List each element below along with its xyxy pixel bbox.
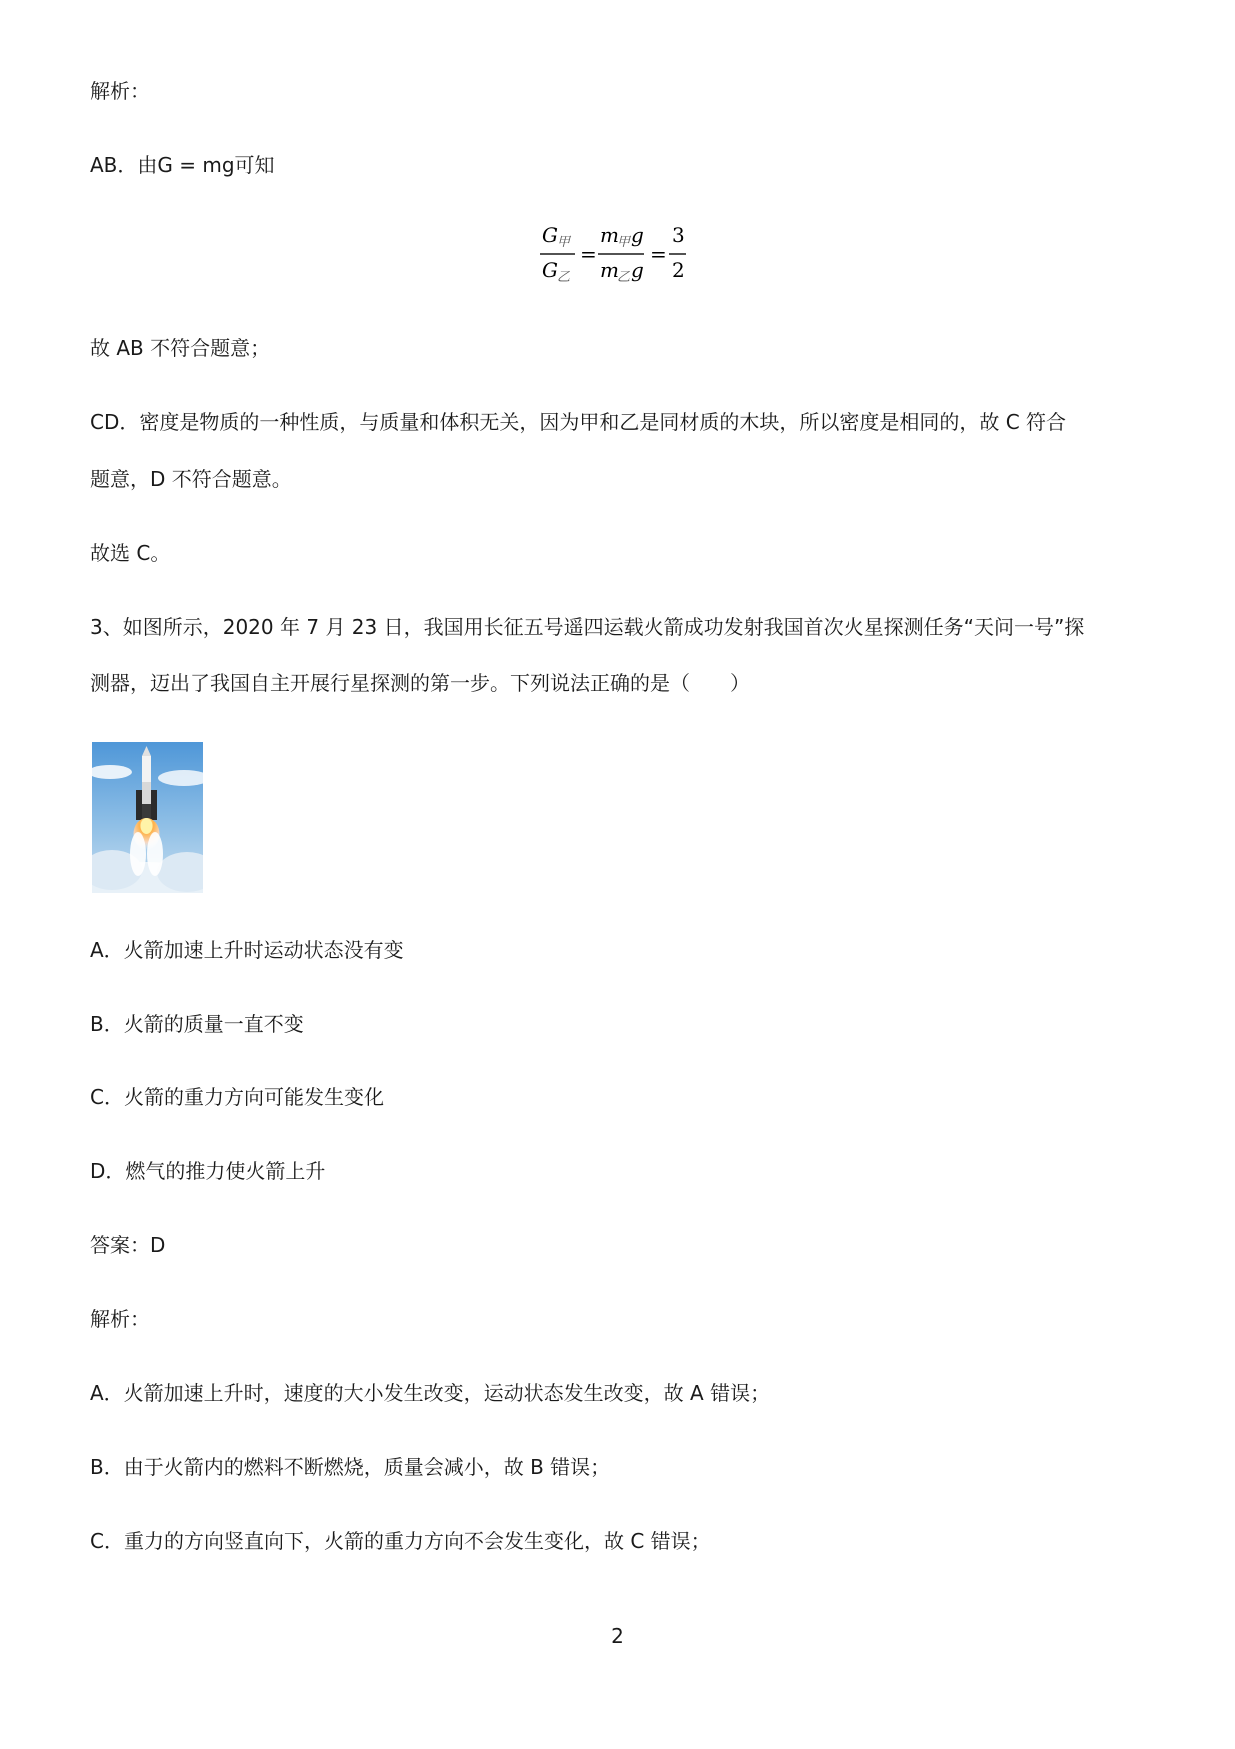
formula-lhs-numerator: G [542, 223, 558, 247]
formula-equals-1: = [580, 242, 597, 266]
formula-lhs-denominator: G [542, 258, 558, 282]
analysis-label-2: 解析： [90, 1307, 150, 1331]
cd-statement-line-1: CD．密度是物质的一种性质，与质量和体积无关，因为甲和乙是同材质的木块，所以密度是相同的，故 C 符合 [90, 410, 1067, 434]
formula-mid-denominator-sub: 乙 [617, 270, 631, 285]
explanation-a: A．火箭加速上升时，速度的大小发生改变，运动状态发生改变，故 A 错误； [90, 1381, 771, 1405]
option-b: B．火箭的质量一直不变 [90, 1012, 304, 1036]
question-3-line-2: 测器，迈出了我国自主开展行星探测的第一步。下列说法正确的是（ ） [90, 671, 750, 695]
formula-mid-denominator-g: g [631, 258, 644, 282]
option-d: D．燃气的推力使火箭上升 [90, 1159, 326, 1183]
ab-conclusion: 故 AB 不符合题意； [90, 336, 271, 360]
explanation-c: C．重力的方向竖直向下，火箭的重力方向不会发生变化，故 C 错误； [90, 1529, 711, 1553]
option-a: A．火箭加速上升时运动状态没有变 [90, 938, 404, 962]
option-c: C．火箭的重力方向可能发生变化 [90, 1085, 384, 1109]
page-number: 2 [611, 1624, 624, 1648]
formula-mid-numerator-g: g [631, 223, 644, 247]
answer-line: 答案：D [90, 1233, 166, 1257]
formula-rhs-denominator: 2 [672, 258, 685, 282]
formula-rhs-numerator: 3 [672, 223, 685, 247]
cd-statement-line-2: 题意，D 不符合题意。 [90, 467, 292, 491]
weight-ratio-formula [540, 220, 710, 290]
rocket-launch-image [92, 742, 203, 893]
formula-lhs-numerator-sub: 甲 [557, 235, 571, 250]
explanation-b: B．由于火箭内的燃料不断燃烧，质量会减小，故 B 错误； [90, 1455, 611, 1479]
formula-equals-2: = [650, 242, 667, 266]
formula-lhs-denominator-sub: 乙 [557, 270, 571, 285]
ab-statement: AB．由G = mg可知 [90, 153, 275, 177]
formula-mid-numerator-m: m [600, 223, 619, 247]
formula-mid-numerator-sub: 甲 [617, 235, 631, 250]
question-3-line-1: 3、如图所示，2020 年 7 月 23 日，我国用长征五号遥四运载火箭成功发射我国首次火星探测任务“天问一号”探 [90, 615, 1085, 639]
choice-conclusion: 故选 C。 [90, 541, 171, 565]
formula-mid-denominator-m: m [600, 258, 619, 282]
analysis-label: 解析： [90, 79, 150, 103]
